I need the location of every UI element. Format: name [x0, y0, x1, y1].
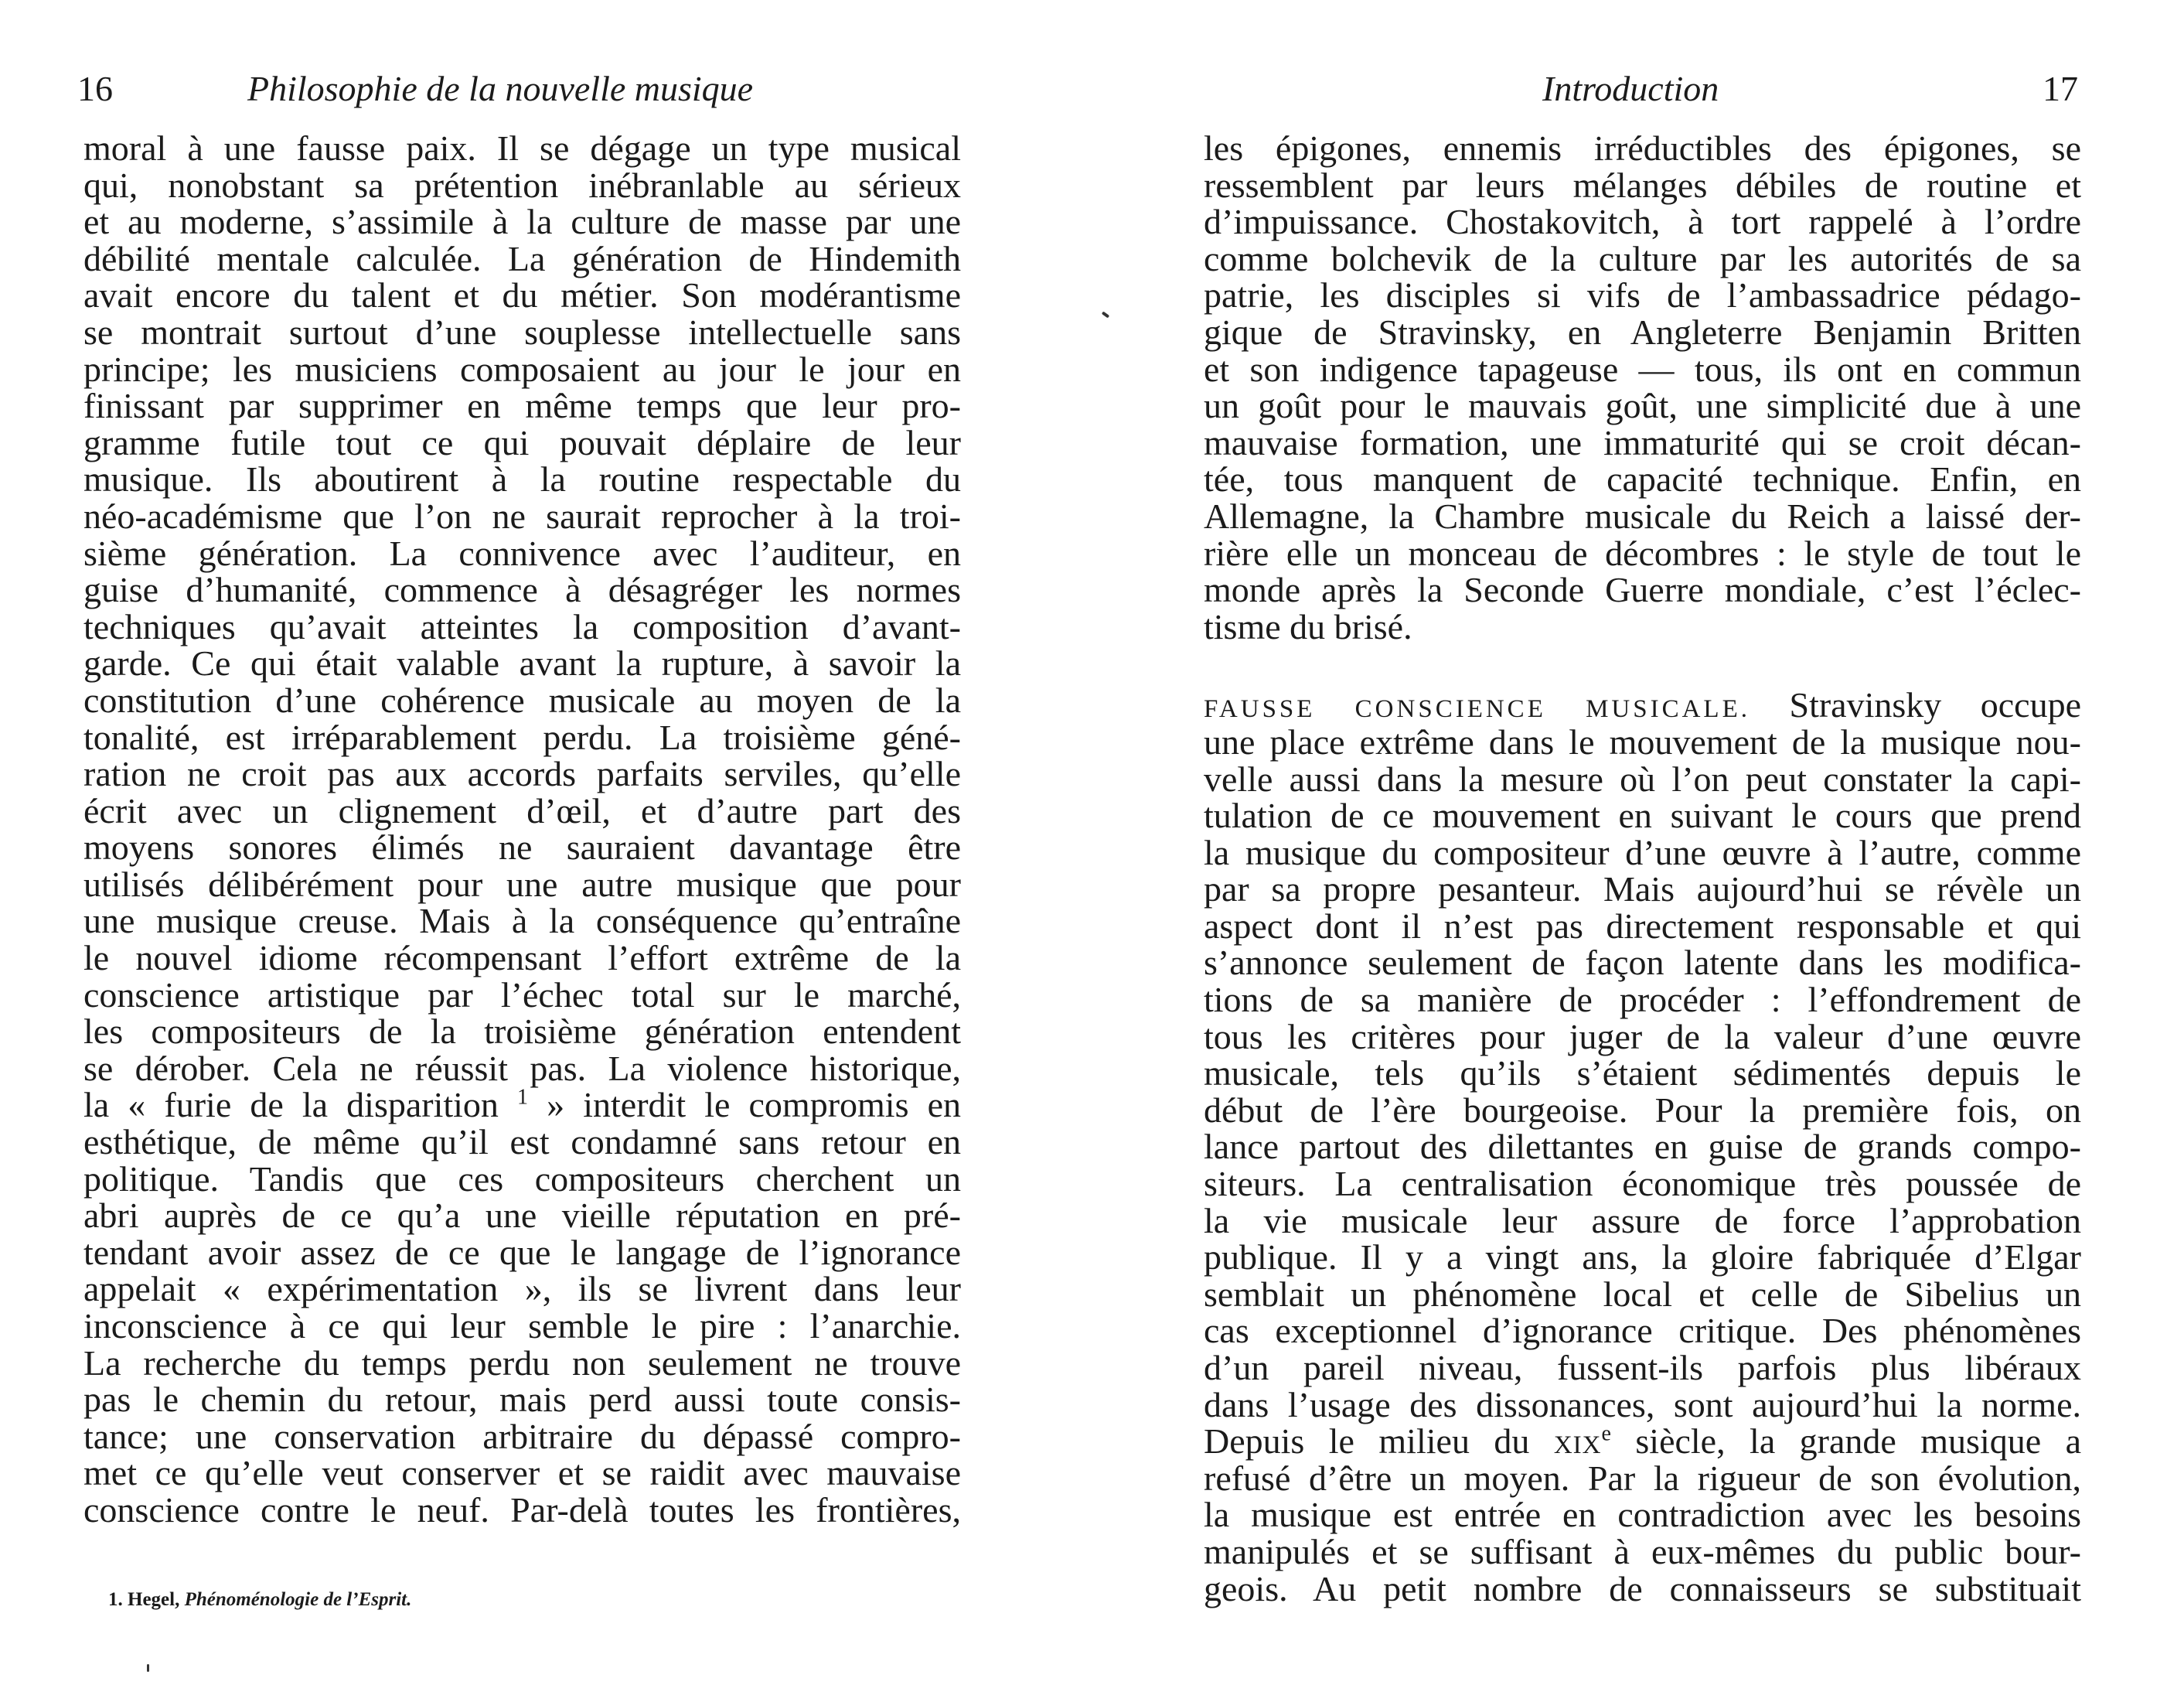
- text-fragment: Stravinsky occupe: [1789, 685, 2081, 725]
- text-line: mauvaise formation, une immaturité qui se croit décan-: [1204, 422, 2081, 462]
- text-line: constitution d’une cohérence musicale au moyen de la: [83, 680, 961, 720]
- text-line: gramme futile tout ce qui pouvait déplaire de leur: [83, 422, 961, 462]
- text-line: début de l’ère bourgeoise. Pour la première fois, on: [1204, 1090, 2081, 1130]
- text-line: par sa propre pesanteur. Mais aujourd’hui se révèle un: [1204, 869, 2081, 909]
- text-line: [1204, 687, 2081, 724]
- text-line: publique. Il y a vingt ans, la gloire fabriquée d’Elgar: [1204, 1237, 2081, 1277]
- text-line: s’annonce seulement de façon latente dans les modifica-: [1204, 943, 2081, 983]
- right-running-title: Introduction: [1542, 69, 1719, 108]
- text-line: politique. Tandis que ces compositeurs cherchent un: [83, 1158, 961, 1199]
- text-line: moral à une fausse paix. Il se dégage un type musical: [83, 128, 961, 168]
- text-line: avait encore du talent et du métier. Son modérantisme: [83, 275, 961, 316]
- text-line: aspect dont il n’est pas directement responsable et qui: [1204, 906, 2081, 946]
- text-line: sième génération. La connivence avec l’auditeur, en: [83, 533, 961, 573]
- text-fragment: la « furie de la disparition: [83, 1085, 499, 1125]
- text-fragment: » interdit le compromis en: [547, 1085, 962, 1125]
- text-line: met ce qu’elle veut conserver et se raidit avec mauvaise: [83, 1453, 961, 1493]
- text-line: musique. Ils aboutirent à la routine respectable du: [83, 459, 961, 500]
- text-line: conscience contre le neuf. Par-delà toutes les frontières,: [83, 1489, 961, 1530]
- text-line: appelait « expérimentation », ils se livrent dans leur: [83, 1269, 961, 1309]
- text-line: esthétique, de même qu’il est condamné sans retour en: [83, 1122, 961, 1162]
- text-line: la vie musicale leur assure de force l’approbation: [1204, 1200, 2081, 1240]
- text-line: techniques qu’avait atteintes la composition d’avant-: [83, 606, 961, 646]
- text-line: les compositeurs de la troisième génération entendent: [83, 1011, 961, 1052]
- text-line: moyens sonores élimés ne sauraient davantage être: [83, 827, 961, 868]
- text-line: les épigones, ennemis irréductibles des épigones, se: [1204, 128, 2081, 168]
- right-body-text: [1204, 130, 2081, 1607]
- text-line: inconscience à ce qui leur semble le pire : l’anarchie.: [83, 1306, 961, 1346]
- text-line: La recherche du temps perdu non seulement ne trouve: [83, 1342, 961, 1383]
- century-numeral: [1554, 1421, 1611, 1461]
- text-line: tance; une conservation arbitraire du dépassé compro-: [83, 1416, 961, 1456]
- text-line: finissant par supprimer en même temps que leur pro-: [83, 386, 961, 426]
- text-line: abri auprès de ce qu’a une vieille réputation en pré-: [83, 1196, 961, 1236]
- scan-mark: [147, 1664, 149, 1672]
- text-line: le nouvel idiome récompensant l’effort extrême de la: [83, 938, 961, 978]
- text-line: tions de sa manière de procéder : l’effondrement de: [1204, 980, 2081, 1020]
- text-line: comme bolchevik de la culture par les autorités de sa: [1204, 238, 2081, 278]
- left-running-title: Philosophie de la nouvelle musique: [247, 69, 754, 108]
- text-line: geois. Au petit nombre de connaisseurs se substituait: [1204, 1568, 2081, 1608]
- text-line: utilisés délibérément pour une autre musique que pour: [83, 864, 961, 904]
- century-suffix: e: [1601, 1421, 1611, 1446]
- text-line: monde après la Seconde Guerre mondiale, c’est l’éclec-: [1204, 570, 2081, 610]
- text-line: Allemagne, la Chambre musicale du Reich a laissé der-: [1204, 496, 2081, 536]
- text-line: siteurs. La centralisation économique très poussée de: [1204, 1164, 2081, 1204]
- text-fragment: siècle, la grande musique a: [1635, 1421, 2082, 1462]
- text-line: tée, tous manquent de capacité technique. Enfin, en: [1204, 459, 2081, 500]
- text-line: un goût pour le mauvais goût, une simplicité due à une: [1204, 386, 2081, 426]
- text-line: semblait un phénomène local et celle de Sibelius un: [1204, 1274, 2081, 1314]
- text-line: néo-académisme que l’on ne saurait reprocher à la troi-: [83, 496, 961, 536]
- text-line: musicale, tels qu’ils s’étaient sédimentés depuis le: [1204, 1053, 2081, 1093]
- text-line: velle aussi dans la mesure où l’on peut constater la capi-: [1204, 759, 2081, 799]
- right-page: [1092, 0, 2184, 1685]
- text-line: pas le chemin du retour, mais perd aussi toute consis-: [83, 1380, 961, 1420]
- century-roman: XIX: [1553, 1431, 1602, 1460]
- paragraph-spacer: [1204, 645, 2081, 687]
- text-line: principe; les musiciens composaient au jour le jour en: [83, 349, 961, 389]
- text-line: gique de Stravinsky, en Angleterre Benjamin Britten: [1204, 312, 2081, 352]
- text-line: et son indigence tapageuse — tous, ils ont en commun: [1204, 349, 2081, 389]
- right-folio: 17: [2043, 69, 2078, 108]
- text-line: tonalité, est irréparablement perdu. La troisième géné-: [83, 717, 961, 757]
- text-line: patrie, les disciples si vifs de l’ambassadrice pédago-: [1204, 275, 2081, 316]
- left-folio: 16: [77, 69, 113, 108]
- text-line: d’impuissance. Chostakovitch, à tort rappelé à l’ordre: [1204, 202, 2081, 242]
- text-line: la musique du compositeur d’une œuvre à l’autre, comme: [1204, 832, 2081, 872]
- text-line: qui, nonobstant sa prétention inébranlable au sérieux: [83, 165, 961, 205]
- text-line: [83, 1086, 961, 1124]
- text-line: une place extrême dans le mouvement de la musique nou-: [1204, 721, 2081, 762]
- text-line: cas exceptionnel d’ignorance critique. Des phénomènes: [1204, 1311, 2081, 1351]
- text-line: manipulés et se suffisant à eux-mêmes du public bour-: [1204, 1531, 2081, 1571]
- text-line: dans l’usage des dissonances, sont aujourd’hui la norme.: [1204, 1384, 2081, 1424]
- text-line: se montrait surtout d’une souplesse intellectuelle sans: [83, 312, 961, 352]
- text-line: d’un pareil niveau, fussent-ils parfois plus libéraux: [1204, 1348, 2081, 1387]
- text-line: tendant avoir assez de ce que le langage de l’ignorance: [83, 1232, 961, 1272]
- text-line: tous les critères pour juger de la valeur d’une œuvre: [1204, 1016, 2081, 1056]
- text-line: la musique est entrée en contradiction avec les besoins: [1204, 1495, 2081, 1535]
- text-line: conscience artistique par l’échec total sur le marché,: [83, 974, 961, 1015]
- text-line: guise d’humanité, commence à désagréger les normes: [83, 570, 961, 610]
- text-line: [1204, 1423, 2081, 1460]
- text-line: tulation de ce mouvement en suivant le cours que prend: [1204, 796, 2081, 836]
- text-line: écrit avec un clignement d’œil, et d’autre part des: [83, 790, 961, 831]
- text-line: ration ne croit pas aux accords parfaits serviles, qu’elle: [83, 754, 961, 794]
- text-line: ressemblent par leurs mélanges débiles de routine et: [1204, 165, 2081, 205]
- footnote-ref: 1: [517, 1086, 529, 1110]
- text-line: lance partout des dilettantes en guise de grands compo-: [1204, 1127, 2081, 1167]
- text-line: une musique creuse. Mais à la conséquence qu’entraîne: [83, 901, 961, 941]
- text-line: rière elle un monceau de décombres : le style de tout le: [1204, 533, 2081, 573]
- text-line: et au moderne, s’assimile à la culture de masse par une: [83, 202, 961, 242]
- text-fragment: Depuis le milieu du: [1204, 1421, 1530, 1462]
- text-line: garde. Ce qui était valable avant la rupture, à savoir la: [83, 643, 961, 684]
- left-body-text: [83, 130, 961, 1529]
- section-heading: FAUSSE CONSCIENCE MUSICALE.: [1204, 695, 1750, 724]
- text-line: débilité mentale calculée. La génération de Hindemith: [83, 238, 961, 278]
- text-line: tisme du brisé.: [1204, 606, 1412, 646]
- text-line: refusé d’être un moyen. Par la rigueur de son évolution,: [1204, 1458, 2081, 1498]
- text-line: se dérober. Cela ne réussit pas. La violence historique,: [83, 1048, 961, 1088]
- footnote: 1. Hegel, Phénoménologie de l’Esprit.: [108, 1589, 412, 1610]
